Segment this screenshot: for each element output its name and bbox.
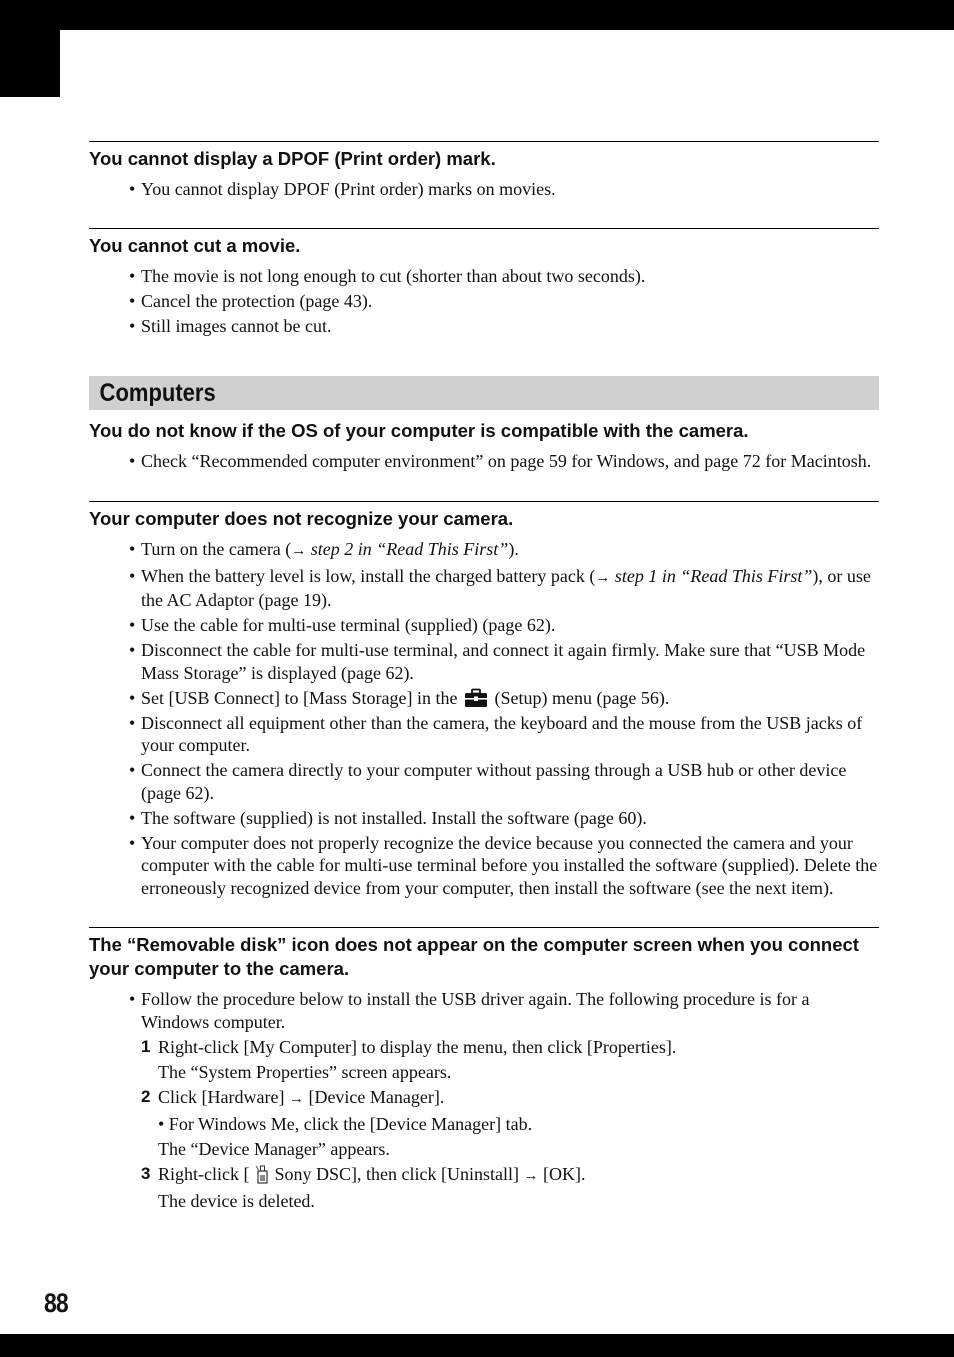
dpof-list xyxy=(89,178,879,201)
item-text: Set [USB Connect] to [Mass Storage] in the xyxy=(141,687,458,708)
section-rule xyxy=(89,141,879,142)
top-black-bar xyxy=(0,0,954,30)
list-item xyxy=(89,687,879,710)
step-number: 2 xyxy=(141,1086,151,1106)
step-text: [OK]. xyxy=(542,1163,586,1184)
item-text: ), or use the AC Adaptor (page 19). xyxy=(141,565,871,610)
list-item: • Cancel the protection (page 43). xyxy=(89,290,879,313)
list-item: • The software (supplied) is not installed. Install the software (page 60). xyxy=(89,807,879,830)
list-item: • Follow the procedure below to install the USB driver again. The following procedure is for a Windows computer. xyxy=(89,988,879,1033)
step-1 xyxy=(89,1036,879,1059)
item-text: ). xyxy=(508,538,519,559)
list-item: • The movie is not long enough to cut (shorter than about two seconds). xyxy=(89,265,879,288)
step-2 xyxy=(89,1086,879,1111)
page-number: 88 xyxy=(44,1288,68,1318)
section-rule xyxy=(89,501,879,502)
step-number: 1 xyxy=(141,1036,151,1056)
cut-list xyxy=(89,265,879,338)
step-note: The device is deleted. xyxy=(158,1190,315,1211)
item-text: When the battery level is low, install the charged battery pack ( xyxy=(141,565,596,586)
list-item: • Use the cable for multi-use terminal (supplied) (page 62). xyxy=(89,614,879,637)
step-note: The “System Properties” screen appears. xyxy=(158,1061,452,1082)
computers-section-bar xyxy=(89,376,879,410)
item-text: (Setup) menu (page 56). xyxy=(494,687,670,708)
section-title: Computers xyxy=(99,379,216,407)
item-text: Turn on the camera ( xyxy=(141,538,292,559)
page-content xyxy=(89,141,879,1212)
cut-heading: You cannot cut a movie. xyxy=(89,234,301,256)
removable-list xyxy=(89,988,879,1033)
step-text: Right-click [ xyxy=(158,1163,250,1184)
list-item xyxy=(89,565,879,612)
list-item: • Disconnect the cable for multi-use terminal, and connect it again firmly. Make sure that “USB Mode Mass Storage” is displayed (page 62). xyxy=(89,639,879,684)
list-item: • Connect the camera directly to your computer without passing through a USB hub or other device (page 62). xyxy=(89,759,879,804)
usb-device-icon xyxy=(254,1164,270,1184)
list-item: • Still images cannot be cut. xyxy=(89,315,879,338)
step-bullet: • For Windows Me, click the [Device Manager] tab. xyxy=(158,1113,533,1134)
list-item: • Check “Recommended computer environment” on page 59 for Windows, and page 72 for Macintosh. xyxy=(89,450,879,473)
step-note: The “Device Manager” appears. xyxy=(158,1138,390,1159)
removable-heading: The “Removable disk” icon does not appear on the computer screen when you connect your computer to the camera. xyxy=(89,934,859,979)
step-text: [Device Manager]. xyxy=(308,1086,445,1107)
section-rule xyxy=(89,927,879,928)
list-item: • You cannot display DPOF (Print order) marks on movies. xyxy=(89,178,879,201)
section-rule xyxy=(89,228,879,229)
step-text: Right-click [My Computer] to display the menu, then click [Properties]. xyxy=(158,1036,677,1057)
recognize-heading: Your computer does not recognize your camera. xyxy=(89,507,514,529)
bottom-black-bar xyxy=(0,1334,954,1357)
arrow-icon: → xyxy=(288,1090,304,1107)
setup-icon xyxy=(464,688,488,708)
dpof-heading: You cannot display a DPOF (Print order) mark. xyxy=(89,148,496,169)
list-item xyxy=(89,538,879,563)
list-item: • Your computer does not properly recognize the device because you connected the camera and your computer with the cable for multi-use terminal before you installed the software (supplied). Delete the erroneously recognized device from your computer, then install the software (see the next item). xyxy=(89,832,879,900)
step-text: Sony DSC], then click [Uninstall] xyxy=(274,1163,519,1184)
arrow-icon: → xyxy=(595,569,611,586)
os-list xyxy=(89,450,879,473)
corner-tab xyxy=(0,30,60,97)
arrow-icon: → xyxy=(523,1167,539,1184)
arrow-icon: → xyxy=(291,542,307,559)
step-text: Click [Hardware] xyxy=(158,1086,285,1107)
step-number: 3 xyxy=(141,1163,151,1183)
recognize-list xyxy=(89,538,879,900)
cross-reference: step 1 in “Read This First” xyxy=(614,565,813,586)
list-item: • Disconnect all equipment other than the camera, the keyboard and the mouse from the USB jacks of your computer. xyxy=(89,712,879,757)
cross-reference: step 2 in “Read This First” xyxy=(310,538,509,559)
step-3 xyxy=(89,1163,879,1188)
os-heading: You do not know if the OS of your computer is compatible with the camera. xyxy=(89,420,749,441)
